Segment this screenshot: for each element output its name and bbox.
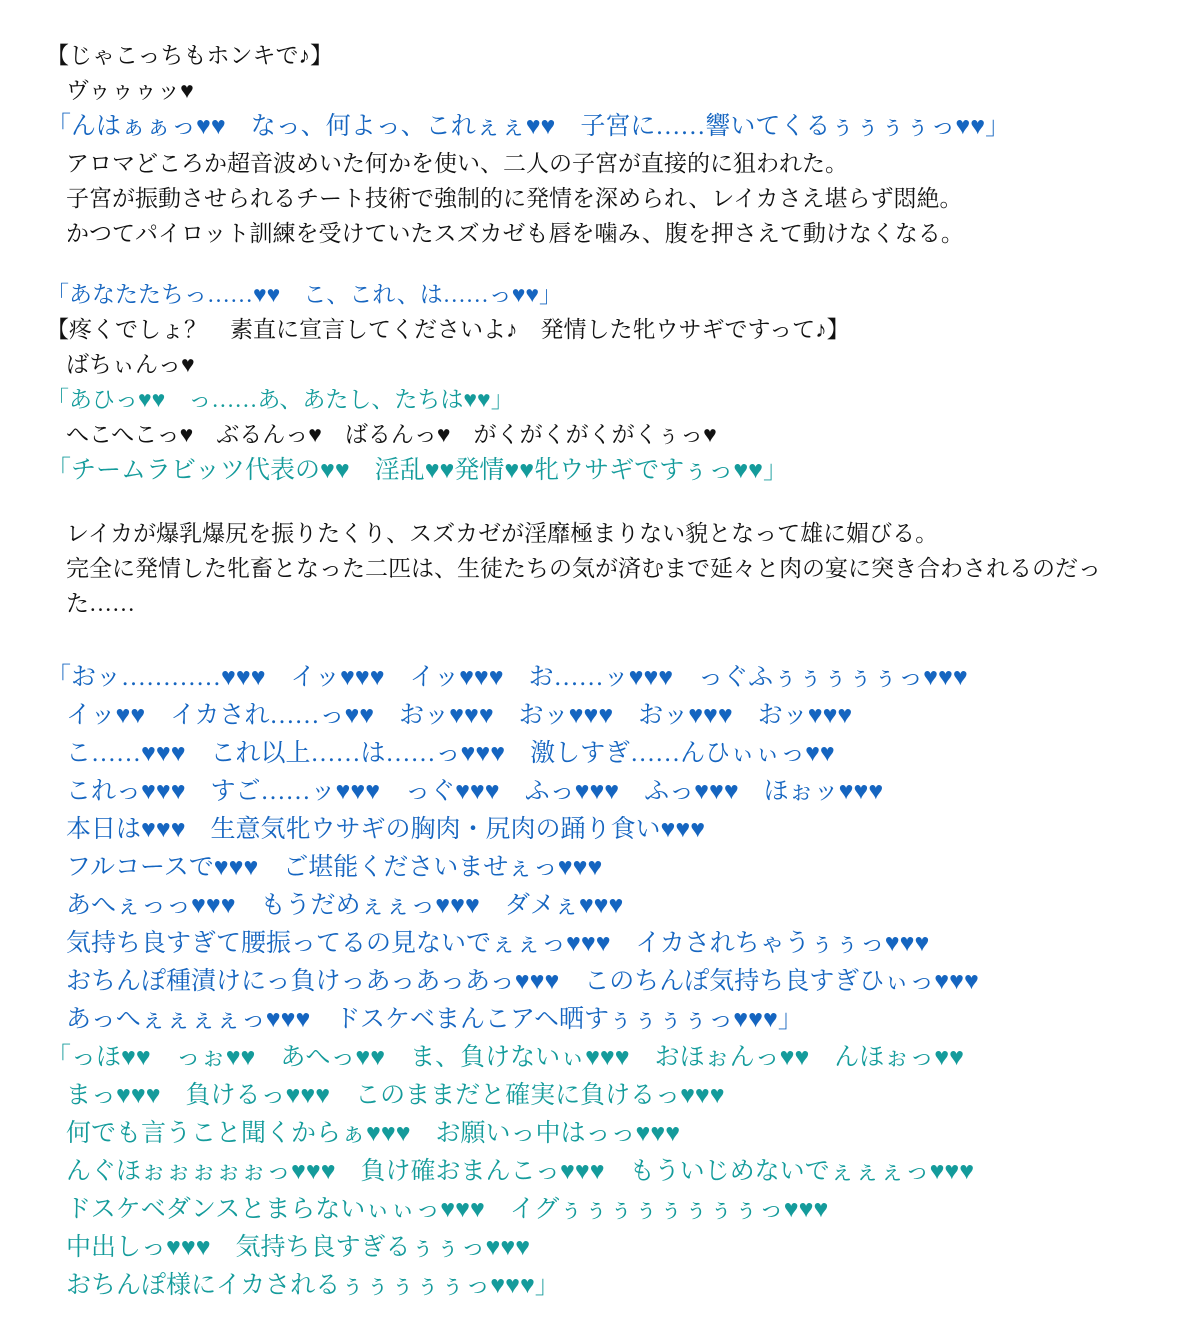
paragraph-spacer <box>46 621 1142 659</box>
document-paragraph: 【疼くでしょ？ 素直に宣言してくださいよ♪ 発情した牝ウサギですって♪】 <box>46 317 850 342</box>
document-paragraph: 「んはぁぁっ♥♥ なっ、何よっ、これぇぇ♥♥ 子宮に……響いてくるぅぅぅぅっ♥♥」 <box>46 113 1011 140</box>
paragraph-spacer <box>46 251 1142 277</box>
document-paragraph: フルコースで♥♥♥ ご堪能くださいませぇっ♥♥♥ <box>66 854 603 881</box>
document-paragraph: ヴゥゥゥッ♥ <box>66 78 194 103</box>
document-paragraph: 本日は♥♥♥ 生意気牝ウサギの胸肉・尻肉の踊り食い♥♥♥ <box>66 816 706 843</box>
document-paragraph: こ……♥♥♥ これ以上……は……っ♥♥♥ 激しすぎ……んひぃぃっ♥♥ <box>66 740 835 767</box>
document-paragraph: 「あなたたちっ……♥♥ こ、これ、は……っ♥♥」 <box>46 282 563 307</box>
document-paragraph: ばちぃんっ♥ <box>66 352 195 377</box>
document-paragraph: おちんぽ種漬けにっ負けっあっあっあっ♥♥♥ このちんぽ気持ち良すぎひぃっ♥♥♥ <box>66 968 979 995</box>
document-paragraph: かつてパイロット訓練を受けていたスズカゼも唇を噛み、腹を押さえて動けなくなる。 <box>66 221 964 246</box>
document-paragraph: まっ♥♥♥ 負けるっ♥♥♥ このままだと確実に負けるっ♥♥♥ <box>66 1082 725 1109</box>
document-paragraph: んぐほぉぉぉぉぉっ♥♥♥ 負け確おまんこっ♥♥♥ もういじめないでぇぇぇっ♥♥♥ <box>66 1158 975 1185</box>
document-paragraph: 何でも言うこと聞くからぁ♥♥♥ お願いっ中はっっ♥♥♥ <box>66 1120 681 1147</box>
paragraph-spacer <box>46 490 1142 516</box>
document-paragraph: これっ♥♥♥ すご……ッ♥♥♥ っぐ♥♥♥ ふっ♥♥♥ ふっ♥♥♥ ほぉッ♥♥♥ <box>66 778 884 805</box>
document-paragraph: イッ♥♥ イカされ……っ♥♥ おッ♥♥♥ おッ♥♥♥ おッ♥♥♥ おッ♥♥♥ <box>66 702 853 729</box>
document-paragraph: あっへぇぇぇぇっ♥♥♥ ドスケベまんこアヘ晒すぅぅぅぅっ♥♥♥」 <box>66 1006 803 1033</box>
document-paragraph: 中出しっ♥♥♥ 気持ち良すぎるぅぅっ♥♥♥ <box>66 1234 531 1261</box>
document-paragraph: ドスケベダンスとまらないぃぃっ♥♥♥ イグぅぅぅぅぅぅぅぅっ♥♥♥ <box>66 1196 829 1223</box>
document-paragraph: 【じゃこっちもホンキで♪】 <box>46 43 334 68</box>
document-paragraph: 気持ち良すぎて腰振ってるの見ないでぇぇっ♥♥♥ イカされちゃうぅぅっ♥♥♥ <box>66 930 930 957</box>
document-paragraph: 「おッ…………♥♥♥ イッ♥♥♥ イッ♥♥♥ お……ッ♥♥♥ っぐふぅぅぅぅぅっ♥♥♥ <box>46 664 968 691</box>
document-paragraph: 子宮が振動させられるチート技術で強制的に発情を深められ、レイカさえ堪らず悶絶。 <box>66 186 963 211</box>
document-paragraph: レイカが爆乳爆尻を振りたくり、スズカゼが淫靡極まりない貌となって雄に媚びる。 <box>66 521 939 546</box>
document-paragraph: おちんぽ様にイカされるぅぅぅぅぅっ♥♥♥」 <box>66 1272 560 1299</box>
document-paragraph: 「あひっ♥♥ っ……あ、あたし、たちは♥♥」 <box>46 387 514 412</box>
document-paragraph: あへぇっっ♥♥♥ もうだめぇぇっ♥♥♥ ダメぇ♥♥♥ <box>66 892 624 919</box>
document-paragraph: 「チームラビッツ代表の♥♥ 淫乱♥♥発情♥♥牝ウサギですぅっ♥♥」 <box>46 457 789 484</box>
document-body <box>46 38 1142 1305</box>
document-paragraph: アロマどころか超音波めいた何かを使い、二人の子宮が直接的に狙われた。 <box>66 151 848 176</box>
document-paragraph: 完全に発情した牝畜となった二匹は、生徒たちの気が済むまで延々と肉の宴に突き合わされるのだった…… <box>66 556 1101 616</box>
document-paragraph: 「っほ♥♥ っぉ♥♥ あへっ♥♥ ま、負けないぃ♥♥♥ おほぉんっ♥♥ んほぉっ♥♥ <box>46 1044 964 1071</box>
document-paragraph: へこへこっ♥ ぶるんっ♥ ばるんっ♥ がくがくがくがくぅっ♥ <box>66 422 717 447</box>
